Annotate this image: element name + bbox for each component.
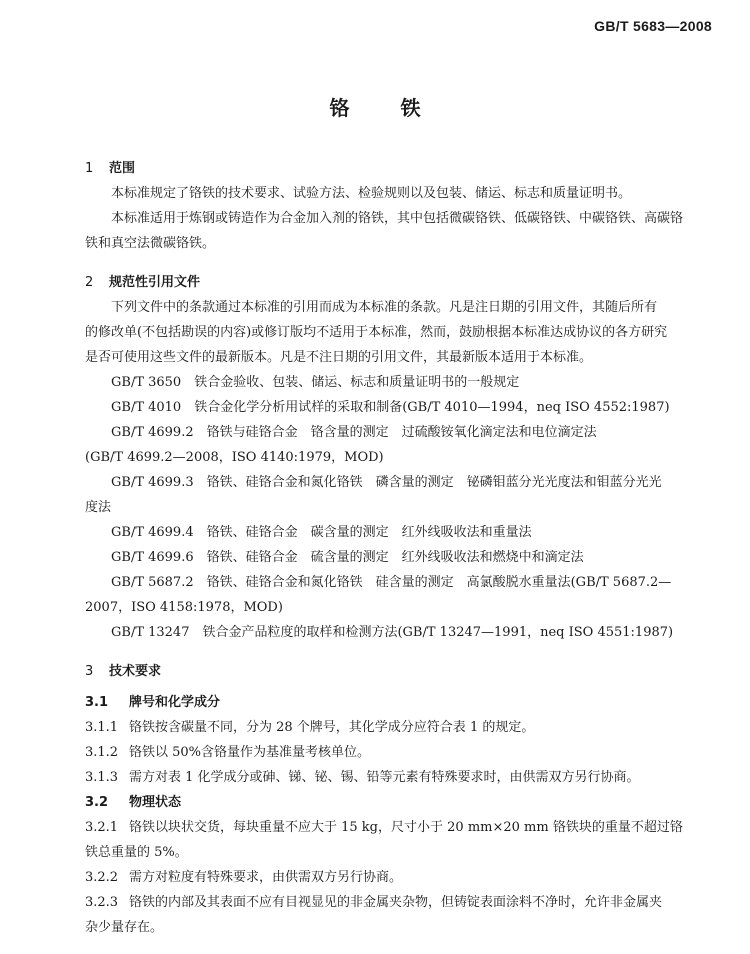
- clause-text: 铬铁以 50%含铬量作为基准量考核单位。: [129, 745, 371, 760]
- clause-text: 铬铁按含碳量不同，分为 28 个牌号，其化学成分应符合表 1 的规定。: [129, 720, 535, 735]
- clause-3-1-2: [85, 740, 705, 765]
- section-2-heading: [85, 270, 705, 295]
- subsection-number: 3.1: [85, 695, 109, 710]
- subsection-3-2-heading: [85, 790, 705, 815]
- reference-item: GB/T 4699.3 铬铁、硅铬合金和氮化铬铁 磷含量的测定 铋磷钼蓝分光光度法和钼蓝分光光: [111, 475, 662, 490]
- subsection-title: 牌号和化学成分: [129, 695, 221, 710]
- reference-item: GB/T 4699.4 铬铁、硅铬合金 碳含量的测定 红外线吸收法和重量法: [111, 525, 532, 540]
- reference-item: GB/T 4010 铁合金化学分析用试样的采取和制备(GB/T 4010—1994，neq ISO 4552:1987): [111, 400, 670, 415]
- subsection-3-1-heading: [85, 690, 705, 715]
- section-title: 范围: [109, 161, 136, 176]
- clause-number: 3.1.1: [85, 720, 119, 735]
- clause-text: 需方对表 1 化学成分或砷、锑、铋、锡、铅等元素有特殊要求时，由供需双方另行协商。: [129, 770, 640, 785]
- reference-item: GB/T 13247 铁合金产品粒度的取样和检测方法(GB/T 13247—1991，neq ISO 4551:1987): [111, 625, 674, 640]
- section-1-heading: [85, 156, 705, 181]
- section-number: 2: [85, 275, 94, 290]
- reference-item-continuation: 2007，ISO 4158:1978，MOD): [85, 600, 283, 615]
- section-3-heading: [85, 659, 705, 684]
- clause-number: 3.2.1: [85, 820, 119, 835]
- subsection-number: 3.2: [85, 795, 109, 810]
- reference-item: GB/T 4699.6 铬铁、硅铬合金 硫含量的测定 红外线吸收法和燃烧中和滴定法: [111, 550, 584, 565]
- document-body: [85, 156, 705, 940]
- section-title: 技术要求: [109, 664, 162, 679]
- clause-text-line-1: 铬铁的内部及其表面不应有目视显见的非金属夹杂物，但铸锭表面涂料不净时，允许非金属夹: [129, 895, 663, 910]
- clause-number: 3.2.3: [85, 895, 119, 910]
- reference-item-continuation: (GB/T 4699.2—2008，ISO 4140:1979，MOD): [85, 450, 384, 465]
- document-title: 铬 铁: [329, 96, 443, 120]
- reference-item: GB/T 4699.2 铬铁与硅铬合金 铬含量的测定 过硫酸铵氧化滴定法和电位滴定法: [111, 425, 597, 440]
- section-title: 规范性引用文件: [109, 275, 201, 290]
- references-intro-line-1: 下列文件中的条款通过本标准的引用而成为本标准的条款。凡是注日期的引用文件，其随后所有: [111, 300, 658, 315]
- clause-number: 3.2.2: [85, 870, 119, 885]
- clause-text-line-1: 铬铁以块状交货，每块重量不应大于 15 kg，尺寸小于 20 mm×20 mm 铬铁块的重量不超过铬: [129, 820, 683, 835]
- references-intro-line-2: 的修改单(不包括勘误的内容)或修订版均不适用于本标准，然而，鼓励根据本标准达成协议的各方研究: [85, 325, 668, 340]
- clause-number: 3.1.2: [85, 745, 119, 760]
- reference-item: GB/T 3650 铁合金验收、包装、储运、标志和质量证明书的一般规定: [111, 375, 520, 390]
- references-intro-line-3: 是否可使用这些文件的最新版本。凡是不注日期的引用文件，其最新版本适用于本标准。: [85, 350, 593, 365]
- clause-3-2-3: [85, 890, 705, 915]
- scope-paragraph-1: 本标准规定了铬铁的技术要求、试验方法、检验规则以及包装、储运、标志和质量证明书。: [111, 186, 632, 201]
- clause-3-1-1: [85, 715, 705, 740]
- standard-code: GB/T 5683—2008: [594, 18, 712, 34]
- scope-paragraph-2-line-2: 铁和真空法微碳铬铁。: [85, 236, 216, 251]
- section-number: 3: [85, 664, 94, 679]
- section-number: 1: [85, 161, 94, 176]
- clause-3-2-2: [85, 865, 705, 890]
- clause-3-2-1-continuation: 铁总重量的 5%。: [85, 845, 188, 860]
- subsection-title: 物理状态: [129, 795, 182, 810]
- clause-3-2-3-continuation: 杂少量存在。: [85, 920, 164, 935]
- clause-text: 需方对粒度有特殊要求，由供需双方另行协商。: [129, 870, 403, 885]
- scope-paragraph-2-line-1: 本标准适用于炼钢或铸造作为合金加入剂的铬铁，其中包括微碳铬铁、低碳铬铁、中碳铬铁、高碳铬: [111, 211, 684, 226]
- reference-item: GB/T 5687.2 铬铁、硅铬合金和氮化铬铁 硅含量的测定 高氯酸脱水重量法(GB/T 5687.2—: [111, 575, 672, 590]
- clause-3-1-3: [85, 765, 705, 790]
- clause-number: 3.1.3: [85, 770, 119, 785]
- clause-3-2-1: [85, 815, 705, 840]
- reference-item-continuation: 度法: [85, 500, 112, 515]
